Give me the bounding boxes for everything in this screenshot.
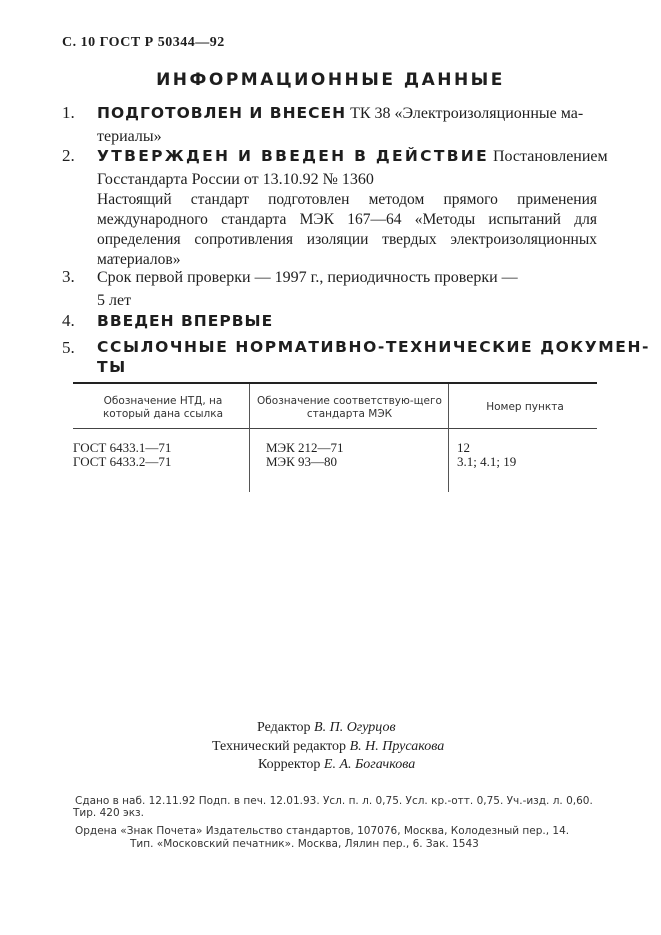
item-5-caps: ССЫЛОЧНЫЕ НОРМАТИВНО-ТЕХНИЧЕСКИЕ ДОКУМЕН- [97, 338, 651, 356]
item-3-continuation: 5 лет [97, 292, 132, 309]
item-2-text: Постановлением [488, 148, 608, 165]
item-3-number: 3. [62, 267, 75, 286]
item-3-text: Срок первой проверки — 1997 г., периодичность проверки — [97, 269, 518, 286]
section-title: ИНФОРМАЦИОННЫЕ ДАННЫЕ [156, 70, 505, 90]
table-col-iec: МЭК 212—71 МЭК 93—80 [266, 440, 344, 469]
item-4 [97, 310, 273, 333]
table-header-iec: Обозначение соответствую-щего стандарта МЭК [257, 395, 442, 420]
item-3 [97, 266, 518, 312]
credit-proofreader [258, 757, 415, 773]
credit-editor-name: В. П. Огурцов [314, 720, 396, 735]
item-5 [97, 337, 650, 377]
item-2-continuation: Госстандарта России от 13.10.92 № 1360 [97, 171, 374, 188]
credit-tech-editor-name: В. Н. Прусакова [349, 739, 445, 754]
item-1-text: ТК 38 «Электроизоляционные ма- [346, 105, 584, 122]
credit-editor [257, 720, 396, 736]
item-1-continuation: териалы» [97, 128, 162, 145]
item-5-continuation: ТЫ [97, 358, 127, 376]
item-4-caps: ВВЕДЕН ВПЕРВЫЕ [97, 312, 274, 330]
table-column-divider-1 [249, 384, 250, 492]
item-5-number: 5. [62, 338, 75, 357]
credit-tech-editor [212, 739, 444, 755]
table-column-divider-2 [448, 384, 449, 492]
table-header-ntd: Обозначение НТД, на который дана ссылка [102, 395, 224, 420]
credit-editor-role: Редактор [257, 720, 315, 735]
table-col-ntd: ГОСТ 6433.1—71 ГОСТ 6433.2—71 [73, 440, 172, 469]
table-header-clause: Номер пункта [486, 401, 564, 413]
item-2-number: 2. [62, 146, 75, 165]
credit-tech-editor-role: Технический редактор [212, 739, 350, 754]
item-1-caps: ПОДГОТОВЛЕН И ВНЕСЕН [97, 104, 347, 122]
item-2 [97, 145, 608, 191]
imprint-line-4: Тип. «Московский печатник». Москва, Лялин пер., 6. Зак. 1543 [130, 838, 479, 850]
page-header: С. 10 ГОСТ Р 50344—92 [62, 35, 225, 50]
item-4-number: 4. [62, 311, 75, 330]
imprint-line-2: Тир. 420 экз. [73, 807, 144, 819]
item-1-number: 1. [62, 103, 75, 122]
table-header-rule [73, 428, 597, 429]
table-col-clause: 12 3.1; 4.1; 19 [457, 440, 517, 469]
item-2-caps: УТВЕРЖДЕН И ВВЕДЕН В ДЕЙСТВИЕ [97, 147, 489, 165]
imprint-line-1: Сдано в наб. 12.11.92 Подп. в печ. 12.01.93. Усл. п. л. 0,75. Усл. кр.-отт. 0,75. Уч.-изд. л. 0,60. [75, 795, 593, 807]
item-1 [97, 102, 583, 148]
credit-proofreader-name: Е. А. Богачкова [323, 757, 416, 772]
credit-proofreader-role: Корректор [258, 757, 324, 772]
standard-paragraph: Настоящий стандарт подготовлен методом прямого применения международного стандарта МЭК 167—64 «Методы испытаний для определения сопротивления изоляции твердых электроизоляционных материалов» [97, 191, 597, 268]
table-top-rule [73, 382, 597, 384]
imprint-line-3: Ордена «Знак Почета» Издательство стандартов, 107076, Москва, Колодезный пер., 14. [75, 825, 570, 837]
